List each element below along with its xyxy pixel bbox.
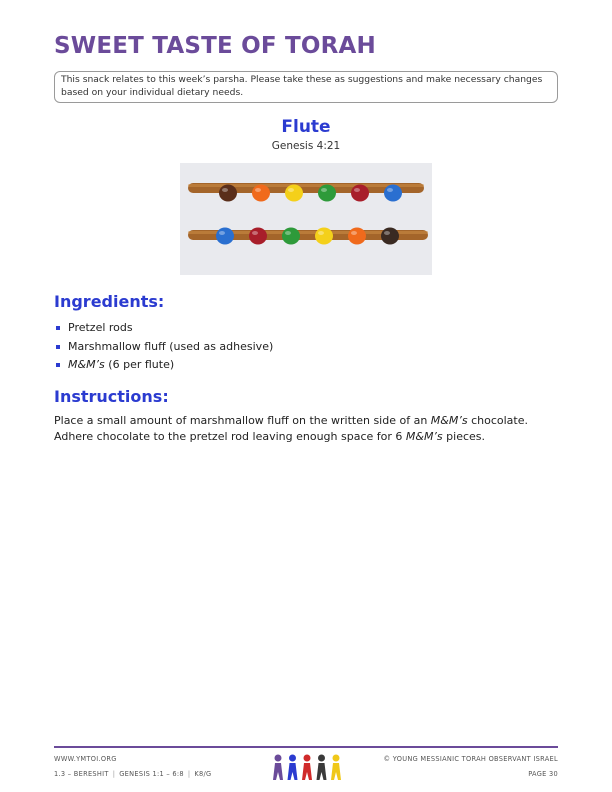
logo-figure-head	[333, 755, 340, 762]
candy-piece	[216, 228, 234, 245]
bullet-icon	[56, 326, 60, 330]
logo-figure-body	[317, 763, 327, 780]
logo-figure-head	[304, 755, 311, 762]
page-title: SWEET TASTE OF TORAH	[54, 33, 377, 59]
bullet-icon	[56, 363, 60, 367]
logo-figure-head	[275, 755, 282, 762]
candy-piece	[249, 228, 267, 245]
candy-piece	[348, 228, 366, 245]
list-item: Pretzel rods	[54, 319, 273, 338]
logo-figure-body	[331, 763, 341, 780]
logo-figure-head	[318, 755, 325, 762]
logo-figure-body	[273, 763, 283, 780]
candy-piece	[384, 185, 402, 202]
list-item: Marshmallow fluff (used as adhesive)	[54, 338, 273, 357]
instructions-text: Place a small amount of marshmallow fluff on the written side of an M&M’s chocolate. Adhere chocolate to the pretzel rod leaving enough space for 6 M&M’s pieces.	[54, 414, 528, 443]
ingredients-list	[54, 319, 273, 375]
footer-website: WWW.YMTOI.ORG	[54, 755, 117, 763]
candy-piece	[381, 228, 399, 245]
flute-snack-image	[180, 163, 432, 275]
logo-figure-body	[288, 763, 298, 780]
recipe-title: Flute	[281, 117, 331, 137]
list-item: M&M’s (6 per flute)	[54, 356, 273, 375]
candy-piece	[315, 228, 333, 245]
ingredients-heading: Ingredients:	[54, 292, 165, 311]
footer-copyright: © YOUNG MESSIANIC TORAH OBSERVANT ISRAEL	[383, 755, 558, 763]
footer-divider	[54, 746, 558, 748]
dietary-notice: This snack relates to this week’s parsha. Please take these as suggestions and make necessary changes based on your individual dietary needs.	[54, 71, 558, 103]
candy-piece	[252, 185, 270, 202]
recipe-reference: Genesis 4:21	[271, 140, 341, 152]
instructions-heading: Instructions:	[54, 387, 169, 406]
candy-piece	[282, 228, 300, 245]
logo-figure-body	[302, 763, 312, 780]
footer-lesson-meta: 1.3 – BERESHIT | GENESIS 1:1 – 6:8 | K8/G	[54, 770, 212, 778]
flute-snack-photo	[180, 163, 432, 275]
candy-piece	[219, 185, 237, 202]
candy-piece	[318, 185, 336, 202]
page-number: PAGE 30	[528, 770, 558, 778]
candy-piece	[351, 185, 369, 202]
bullet-icon	[56, 345, 60, 349]
candy-piece	[285, 185, 303, 202]
ymtoi-logo	[269, 752, 345, 782]
logo-figure-head	[289, 755, 296, 762]
